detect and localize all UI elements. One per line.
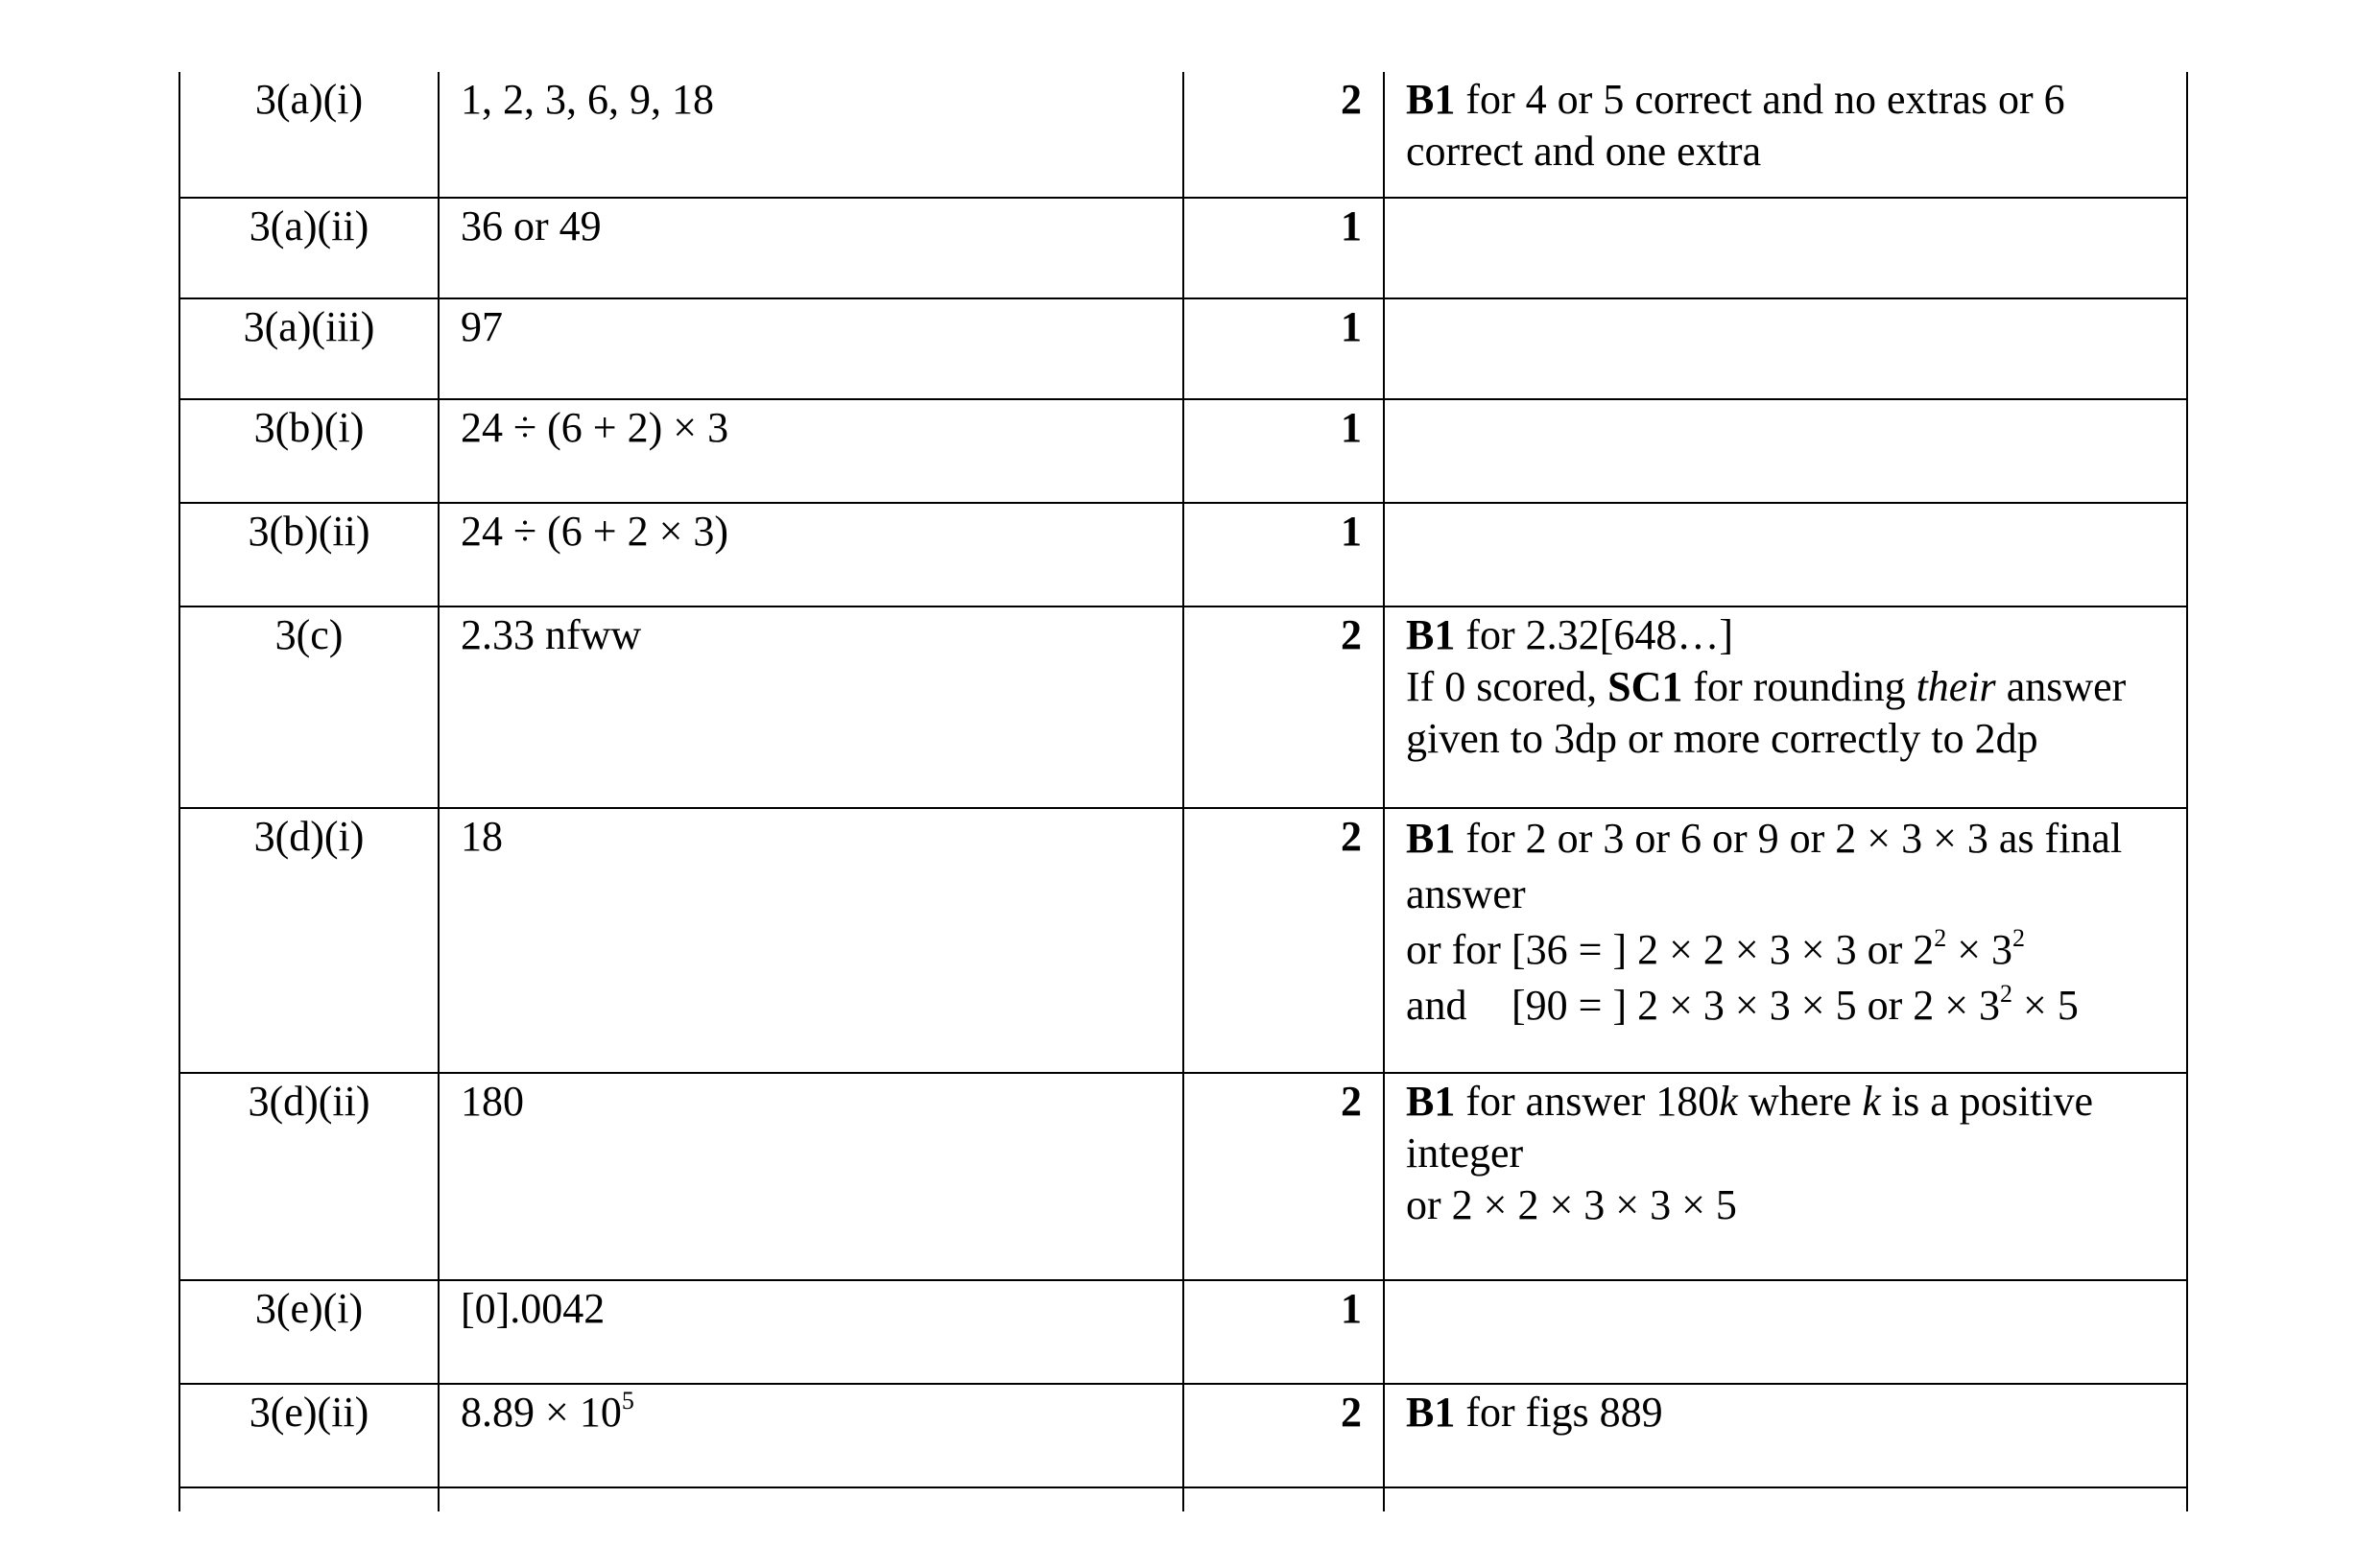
guidance-line: B1 for 2.32[648…]	[1406, 611, 1733, 658]
guidance-line: If 0 scored, SC1 for rounding their answer given to 3dp or more correctly to 2dp	[1406, 663, 2127, 762]
empty-cell	[439, 1487, 1183, 1511]
marks-cell: 1	[1183, 503, 1384, 607]
table-row	[179, 298, 2187, 399]
mark-code: B1	[1406, 76, 1456, 123]
answer-cell: [0].0042	[439, 1280, 1183, 1384]
marks-cell: 2	[1183, 808, 1384, 1073]
answer-cell: 1, 2, 3, 6, 9, 18	[439, 72, 1183, 198]
mark-code: B1	[1406, 1389, 1456, 1436]
guidance-cell	[1384, 607, 2187, 808]
guidance-cell: B1 for figs 889	[1384, 1384, 2187, 1487]
table-row	[179, 1280, 2187, 1384]
mark-code: B1	[1406, 1078, 1456, 1125]
answer-cell: 24 ÷ (6 + 2) × 3	[439, 399, 1183, 503]
marks-cell: 2	[1183, 1384, 1384, 1487]
question-number: 3(e)(ii)	[179, 1384, 439, 1487]
guidance-line: B1 for answer 180k where k is a positive integer	[1406, 1078, 2094, 1177]
mark-scheme-table	[178, 72, 2188, 1511]
guidance-cell	[1384, 72, 2187, 198]
guidance-line: or 2 × 2 × 3 × 3 × 5	[1406, 1181, 1737, 1228]
question-number: 3(c)	[179, 607, 439, 808]
question-number: 3(a)(iii)	[179, 298, 439, 399]
guidance-cell	[1384, 198, 2187, 298]
question-number: 3(d)(i)	[179, 808, 439, 1073]
guidance-text: for 4 or 5 correct and no extras or 6 correct and one extra	[1406, 76, 2065, 175]
guidance-line: and [90 = ] 2 × 3 × 3 × 5 or $2 \times 3^2 \times 5$	[1406, 980, 2079, 1029]
table-row	[179, 72, 2187, 198]
table-row	[179, 1384, 2187, 1487]
marks-cell: 1	[1183, 399, 1384, 503]
table-row	[179, 198, 2187, 298]
table-row-continuation	[179, 1487, 2187, 1511]
guidance-cell	[1384, 298, 2187, 399]
guidance-line: or for [36 = ] 2 × 2 × 3 × 3 or $2^2 \times 3^2$	[1406, 924, 2026, 973]
question-number: 3(b)(ii)	[179, 503, 439, 607]
answer-cell: 36 or 49	[439, 198, 1183, 298]
guidance-cell	[1384, 1280, 2187, 1384]
table-row	[179, 1073, 2187, 1280]
answer-cell: $8.89 \times 10^5$	[439, 1384, 1183, 1487]
marks-cell: 2	[1183, 607, 1384, 808]
table-row	[179, 399, 2187, 503]
guidance-cell	[1384, 399, 2187, 503]
mark-code: B1	[1406, 611, 1456, 658]
table-row	[179, 808, 2187, 1073]
guidance-line: B1 for 2 or 3 or 6 or 9 or 2 × 3 × 3 as final answer	[1406, 815, 2123, 917]
answer-cell: 97	[439, 298, 1183, 399]
answer-cell: 2.33 nfww	[439, 607, 1183, 808]
marks-cell: 2	[1183, 72, 1384, 198]
question-number: 3(a)(ii)	[179, 198, 439, 298]
answer-cell: 18	[439, 808, 1183, 1073]
table-row	[179, 503, 2187, 607]
marks-cell: 1	[1183, 1280, 1384, 1384]
empty-cell	[179, 1487, 439, 1511]
question-number: 3(d)(ii)	[179, 1073, 439, 1280]
empty-cell	[1183, 1487, 1384, 1511]
question-number: 3(e)(i)	[179, 1280, 439, 1384]
question-number: 3(b)(i)	[179, 399, 439, 503]
mark-code: B1	[1406, 815, 1456, 862]
question-number: 3(a)(i)	[179, 72, 439, 198]
mark-code: SC1	[1607, 663, 1683, 710]
answer-cell: 24 ÷ (6 + 2 × 3)	[439, 503, 1183, 607]
marks-cell: 2	[1183, 1073, 1384, 1280]
table-row	[179, 607, 2187, 808]
marks-cell: 1	[1183, 298, 1384, 399]
guidance-cell	[1384, 808, 2187, 1073]
guidance-cell	[1384, 503, 2187, 607]
answer-cell: 180	[439, 1073, 1183, 1280]
guidance-cell	[1384, 1073, 2187, 1280]
empty-cell	[1384, 1487, 2187, 1511]
marks-cell: 1	[1183, 198, 1384, 298]
